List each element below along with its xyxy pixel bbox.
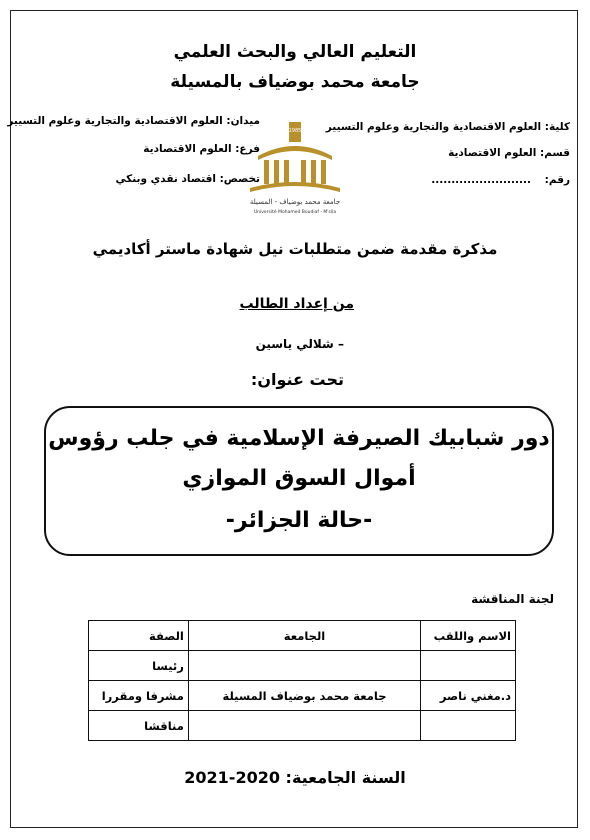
logo-column	[321, 160, 326, 184]
under-title-heading: تحت عنوان:	[250, 370, 344, 389]
reference-value: .........................	[431, 174, 531, 186]
faculty-label: كلية:	[544, 121, 570, 133]
field-value: العلوم الاقتصادية والتجارية وعلوم التسيير	[7, 115, 223, 127]
logo-latin-text: Université Mohamed Boudiaf - M'sila	[253, 210, 337, 215]
header-name: الاسم واللقب	[421, 621, 516, 651]
branch-value: العلوم الاقتصادية	[143, 143, 232, 155]
logo-arch	[258, 146, 332, 160]
logo-column	[284, 160, 289, 184]
logo-arabic-text: جامعة محمد بوضياف - المسيلة	[249, 198, 341, 206]
specialty-value: اقتصاد نقدي وبنكي	[115, 173, 216, 185]
thesis-title-line-1: دور شبابيك الصيرفة الإسلامية في جلب رؤوس	[48, 426, 550, 451]
department-line	[448, 147, 570, 159]
student-name: – شلالي ياسين	[255, 337, 344, 351]
thesis-title-line-3: -حالة الجزائر-	[225, 508, 373, 533]
header-university: الجامعة	[188, 621, 420, 651]
cell-name	[421, 651, 516, 681]
reference-label: رقم:	[544, 174, 570, 186]
committee-heading: لجنة المناقشة	[471, 592, 554, 606]
logo-book	[250, 182, 340, 192]
academic-year: السنة الجامعية: 2020-2021	[184, 768, 406, 787]
prepared-by-heading: من إعداد الطالب	[239, 296, 354, 312]
department-value: العلوم الاقتصادية	[448, 147, 537, 159]
branch-label: فرع:	[235, 143, 260, 155]
cell-name	[421, 711, 516, 741]
jury-table	[88, 620, 516, 741]
logo-year: 1985	[288, 128, 302, 134]
cell-role: رئيسا	[89, 651, 189, 681]
field-label: ميدان:	[226, 115, 260, 127]
logo-column	[274, 160, 279, 184]
cell-university: جامعة محمد بوضياف المسيلة	[188, 681, 420, 711]
cell-role: مناقشا	[89, 711, 189, 741]
university-logo	[236, 118, 354, 216]
ministry-heading: التعليم العالي والبحث العلمي	[173, 42, 417, 62]
thesis-title-box	[44, 406, 554, 556]
cell-university	[188, 651, 420, 681]
reference-line	[431, 174, 570, 186]
cell-name: د.مغني ناصر	[421, 681, 516, 711]
field-line	[7, 115, 260, 127]
table-row	[89, 711, 516, 741]
table-header-row	[89, 621, 516, 651]
logo-column	[264, 160, 269, 184]
table-row	[89, 651, 516, 681]
faculty-value: العلوم الاقتصادية والتجارية وعلوم التسيير	[325, 121, 542, 133]
cell-university	[188, 711, 420, 741]
header-role: الصفة	[89, 621, 189, 651]
faculty-line	[326, 121, 570, 133]
logo-column	[311, 160, 316, 184]
logo-column	[301, 160, 306, 184]
cell-role: مشرفا ومقررا	[89, 681, 189, 711]
university-heading: جامعة محمد بوضياف بالمسيلة	[170, 72, 420, 92]
memo-statement: مذكرة مقدمة ضمن متطلبات نيل شهادة ماستر أكاديمي	[92, 240, 498, 258]
specialty-label: تخصص:	[219, 173, 260, 185]
thesis-title-line-2: أموال السوق الموازي	[182, 466, 416, 491]
department-label: قسم:	[540, 147, 570, 159]
table-row	[89, 681, 516, 711]
